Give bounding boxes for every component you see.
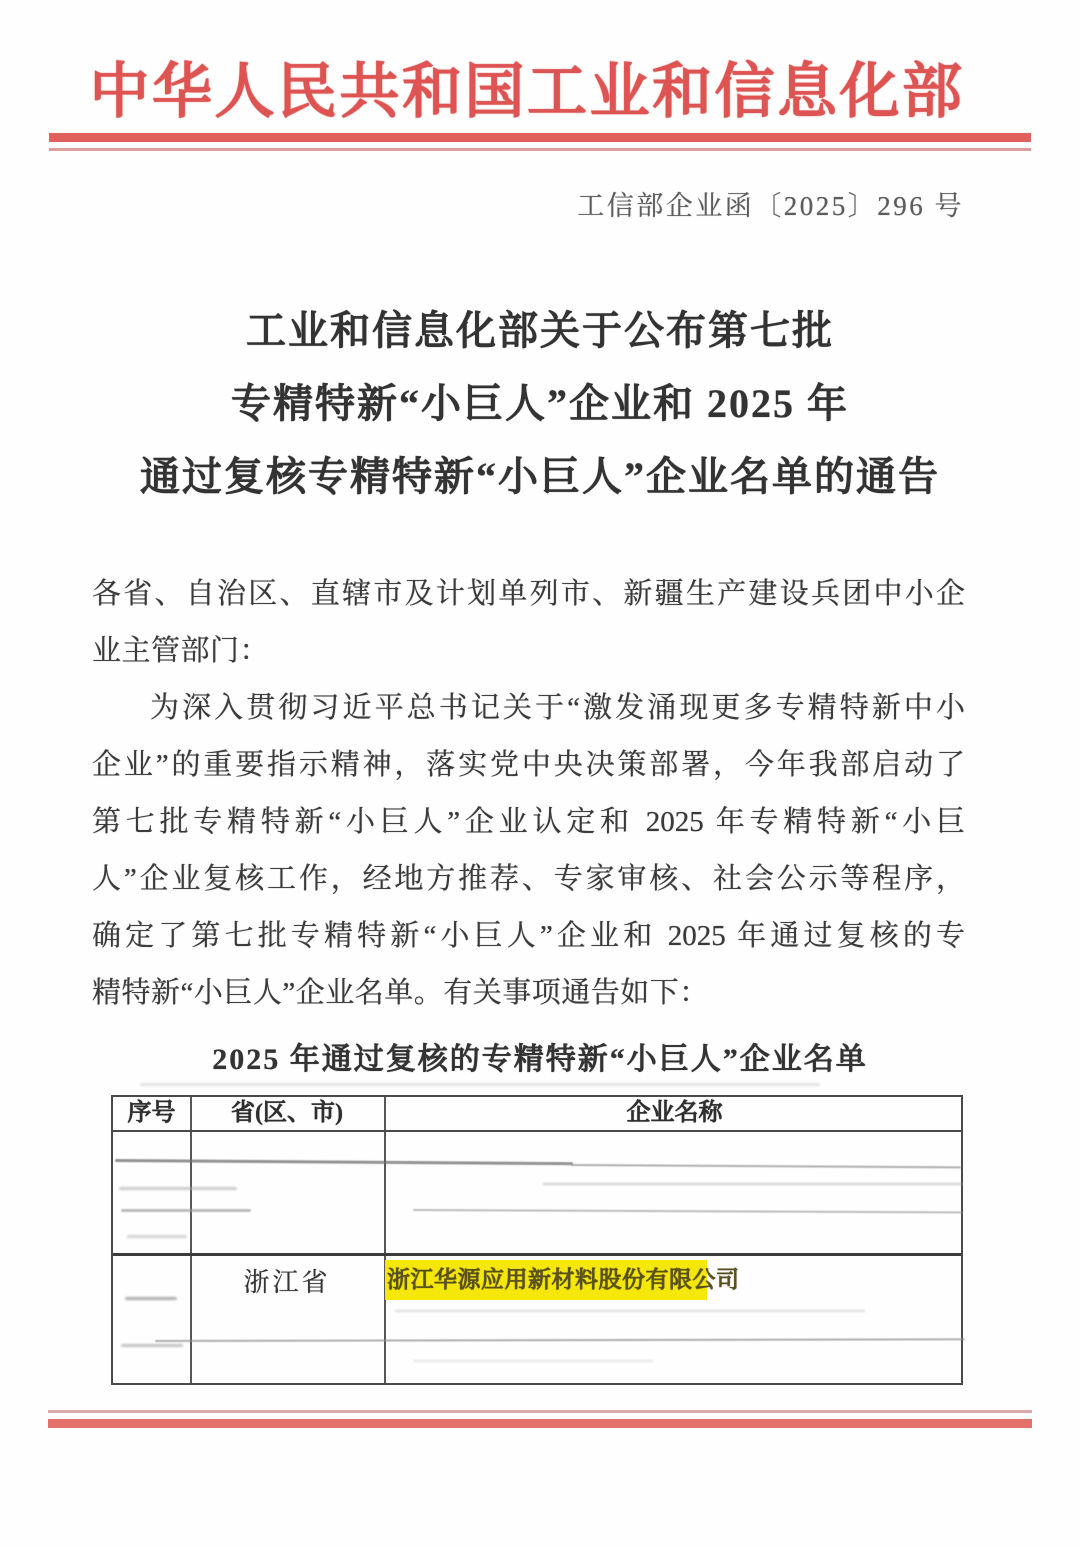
- redaction-smudge: [127, 1235, 187, 1238]
- notice-title-line-2: 专精特新“小巨人”企业和 2025 年: [231, 381, 849, 426]
- body-line: 精特新“小巨人”企业名单。有关事项通告如下：: [92, 977, 709, 1009]
- red-rule-thick: [49, 133, 1031, 142]
- red-rule-bottom-thin: [48, 1410, 1032, 1413]
- table-header-province: 省(区、市): [231, 1100, 343, 1126]
- red-rule-thin: [49, 148, 1031, 151]
- document-number: 工信部企业函〔2025〕296 号: [577, 191, 964, 221]
- scan-residue: [140, 1083, 820, 1086]
- redaction-smudge: [413, 1360, 653, 1362]
- body-line: 确定了第七批专精特新“小巨人”企业和 2025 年通过复核的专: [92, 920, 965, 952]
- body-line: 人”企业复核工作，经地方推荐、专家审核、社会公示等程序，: [92, 863, 965, 895]
- table-header-index: 序号: [127, 1100, 176, 1126]
- notice-body: [92, 566, 965, 1022]
- ministry-letterhead: 中华人民共和国工业和信息化部: [89, 59, 965, 125]
- redaction-smudge: [121, 1209, 251, 1212]
- redaction-smudge: [413, 1209, 963, 1213]
- body-line: 业主管部门：: [92, 635, 270, 667]
- redaction-smudge: [395, 1310, 865, 1312]
- redaction-smudge: [155, 1338, 965, 1342]
- red-separator-top: [49, 133, 1031, 151]
- body-line: 企业”的重要指示精神，落实党中央决策部署，今年我部启动了: [92, 749, 965, 781]
- notice-title: [0, 294, 1080, 513]
- redaction-smudge: [115, 1159, 573, 1165]
- table-header-rule: [113, 1130, 961, 1132]
- company-roster-table: [111, 1095, 963, 1385]
- roster-row-company-highlighted: 浙江华源应用新材料股份有限公司: [385, 1260, 707, 1300]
- table-header-company: 企业名称: [626, 1100, 723, 1126]
- body-line: 第七批专精特新“小巨人”企业认定和 2025 年专精特新“小巨: [92, 806, 965, 838]
- redaction-smudge: [571, 1164, 961, 1168]
- red-rule-bottom-thick: [48, 1419, 1032, 1428]
- redaction-smudge: [125, 1297, 177, 1300]
- body-line: 各省、自治区、直辖市及计划单列市、新疆生产建设兵团中小企: [92, 578, 965, 610]
- table-section-divider: [113, 1253, 961, 1256]
- redaction-smudge: [119, 1187, 237, 1190]
- table-caption: 2025 年通过复核的专精特新“小巨人”企业名单: [212, 1043, 868, 1076]
- redaction-smudge: [121, 1344, 183, 1347]
- notice-title-line-1: 工业和信息化部关于公布第七批: [246, 308, 834, 353]
- notice-title-line-3: 通过复核专精特新“小巨人”企业名单的通告: [140, 454, 940, 499]
- body-line: 为深入贯彻习近平总书记关于“激发涌现更多专精特新中小: [150, 692, 965, 724]
- redaction-smudge: [543, 1183, 963, 1185]
- roster-row-province: 浙江省: [243, 1268, 331, 1297]
